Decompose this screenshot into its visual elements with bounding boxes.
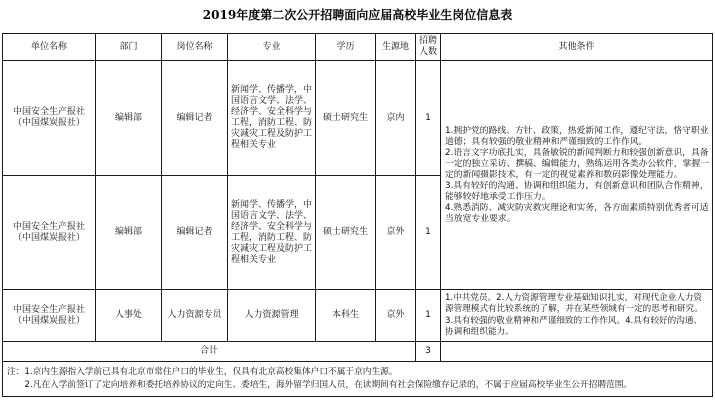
education-cell: 硕士研究生: [316, 176, 376, 290]
header-major: 专业: [228, 34, 316, 61]
total-empty-cell: [441, 342, 713, 362]
header-quota: [416, 34, 441, 61]
education-cell: 本科生: [316, 290, 376, 342]
origin-cell: 京外: [376, 290, 416, 342]
document-title: 2019年度第二次公开招聘面向应届高校毕业生岗位信息表: [202, 8, 513, 22]
department-cell: 编辑部: [96, 176, 162, 290]
condition-item: 2.语言文字功底扎实，具备敏锐的新闻判断力和较强创新意识，具备一定的独立采访、撰稿、编辑能力，熟练运用各类办公软件，掌握一定的新闻摄影技术，有一定的视觉素养和数码影像处理能力。: [445, 147, 709, 180]
major-cell: 新闻学、传播学，中国语言文学、法学、经济学、安全科学与工程，消防工程、防灾减灾工程及防护工程相关专业: [228, 61, 316, 176]
education-cell: 硕士研究生: [316, 61, 376, 176]
quota-cell: 1: [416, 176, 441, 290]
origin-cell: 京外: [376, 176, 416, 290]
unit-name: 中国安全生产报社: [12, 221, 85, 232]
total-row: [3, 342, 713, 362]
department-cell: 编辑部: [96, 61, 162, 176]
position-cell: 编辑记者: [162, 176, 228, 290]
header-unit: 单位名称: [3, 34, 96, 61]
header-quota-bottom: 人数: [418, 47, 437, 57]
note-item: 1.京内生源指入学前已具有北京市常住户口的毕业生，仅具有北京高校集体户口不属于京内生源。: [24, 367, 398, 377]
conditions-cell-editorial: [441, 61, 713, 290]
total-value: 3: [416, 342, 441, 362]
notes-list: [24, 366, 709, 392]
table-header: [3, 34, 713, 61]
unit-name: 中国安全生产报社: [12, 304, 85, 315]
header-quota-top: 招聘: [418, 36, 437, 46]
origin-cell: 京内: [376, 61, 416, 176]
header-department: 部门: [96, 34, 162, 61]
conditions-cell-hr: 1.中共党员。2.人力资源管理专业基础知识扎实，对现代企业人力资源管理模式有比较系统的了解，并在某些领域有一定的思考和研究。3.具有较强的敬业精神和严谨细致的工作作风。4.具有较好的沟通、协调和组织能力。: [441, 290, 713, 342]
major-cell: 新闻学、传播学，中国语言文学、法学、经济学、安全科学与工程，消防工程、防灾减灾工程及防护工程相关专业: [228, 176, 316, 290]
total-label: 合计: [3, 342, 416, 362]
unit-cell: [3, 61, 96, 176]
position-cell: 编辑记者: [162, 61, 228, 176]
department-cell: 人事处: [96, 290, 162, 342]
header-origin: 生源地: [376, 34, 416, 61]
header-conditions: 其他条件: [441, 34, 713, 61]
major-cell: 人力资源管理: [228, 290, 316, 342]
notes-cell: [3, 362, 713, 397]
quota-cell: 1: [416, 290, 441, 342]
unit-alias: （中国煤炭报社）: [12, 118, 85, 128]
header-education: 学历: [316, 34, 376, 61]
header-row: [3, 34, 713, 61]
note-item: 2.凡在入学前签订了定向培养和委托培养协议的定向生、委培生，海外留学归国人员，在读期间有社会保险缴存记录的，不属于应届高校毕业生公开招聘范围。: [24, 380, 633, 390]
table-body: [3, 61, 713, 397]
table-row: [3, 61, 713, 176]
notes-label: 注：: [7, 367, 25, 377]
position-cell: 人力资源专员: [162, 290, 228, 342]
header-position: 岗位名称: [162, 34, 228, 61]
notes: [7, 366, 709, 392]
unit-cell: [3, 176, 96, 290]
condition-item: 3.具有较好的沟通、协调和组织能力，有创新意识和团队合作精神，能够较好地承受工作压力。: [445, 180, 709, 202]
unit-alias: （中国煤炭报社）: [12, 232, 85, 243]
unit-alias: （中国煤炭报社）: [12, 315, 85, 326]
quota-cell: 1: [416, 61, 441, 176]
unit-name: 中国安全生产报社: [12, 107, 85, 117]
unit-cell: [3, 290, 96, 342]
table-row: [3, 290, 713, 342]
condition-item: 4.熟悉消防、减灾防灾救灾理论和实务，各方面素质特别优秀者可适当放宽专业要求。: [445, 202, 709, 224]
job-positions-table: [2, 33, 713, 397]
condition-item: 1.拥护党的路线、方针、政策，热爱新闻工作，遵纪守法，恪守职业道德；具有较强的敬业精神和严谨细致的工作作风。: [445, 125, 709, 147]
notes-row: [3, 362, 713, 397]
